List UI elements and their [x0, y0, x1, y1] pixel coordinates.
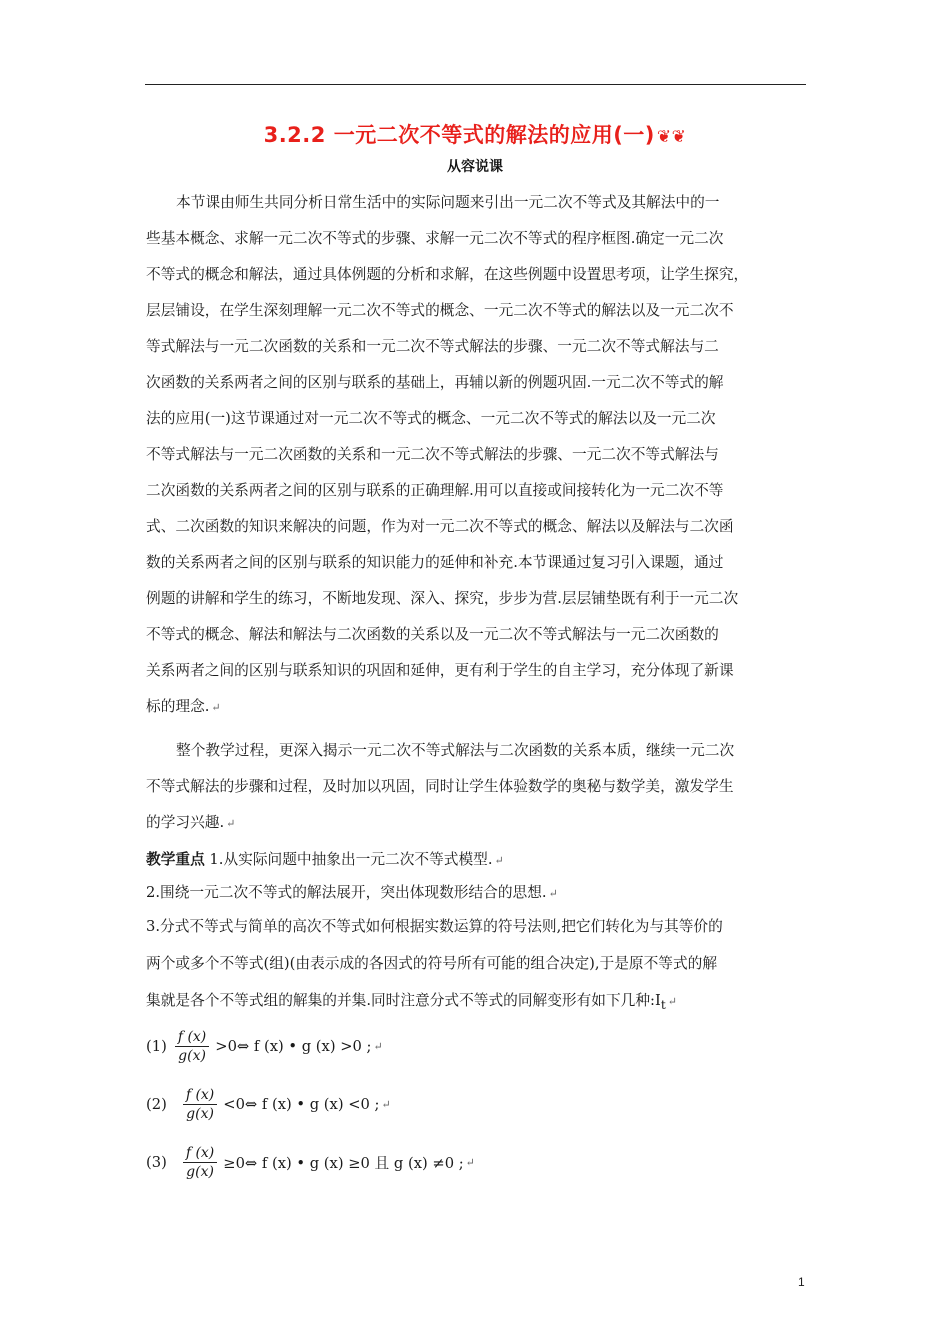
- focus-item-3-line: 集就是各个不等式组的解集的并集.同时注意分式不等式的同解变形有如下几种$:I_t$ ↵: [146, 992, 677, 1012]
- section-subtitle: 从容说课: [447, 159, 503, 175]
- formula-3: [146, 1140, 475, 1184]
- paragraph-mark-icon: ↵: [226, 817, 236, 830]
- numerator: f (x): [185, 1086, 215, 1103]
- formula-2: [146, 1082, 391, 1126]
- paragraph-line: 不等式的概念、解法和解法与二次函数的关系以及一元二次不等式解法与一元二次函数的: [146, 626, 719, 643]
- paragraph-line: 的学习兴趣. ↵: [146, 814, 236, 831]
- numerator: f (x): [177, 1028, 207, 1045]
- paragraph-line: 关系两者之间的区别与联系知识的巩固和延伸，更有利于学生的自主学习，充分体现了新课: [146, 662, 734, 679]
- ornament-icon: ❦❦: [656, 127, 687, 147]
- paragraph-line: 数的关系两者之间的区别与联系的知识能力的延伸和补充.本节课通过复习引入课题，通过: [146, 554, 724, 571]
- paragraph-line: 二次函数的关系两者之间的区别与联系的正确理解.用可以直接或间接转化为一元二次不等: [146, 482, 724, 499]
- paragraph-line: 本节课由师生共同分析日常生活中的实际问题来引出一元二次不等式及其解法中的一: [176, 194, 720, 211]
- focus-label: 教学重点: [146, 851, 205, 868]
- fraction: [183, 1086, 217, 1123]
- paragraph-line: 次函数的关系两者之间的区别与联系的基础上，再辅以新的例题巩固.一元二次不等式的解: [146, 374, 724, 391]
- paragraph-line: 不等式解法的步骤和过程，及时加以巩固，同时让学生体验数学的奥秘与数学美，激发学生: [146, 778, 734, 795]
- focus-item-1: 教学重点 1.从实际问题中抽象出一元二次不等式模型. ↵: [146, 851, 504, 868]
- focus-item-3-line: 两个或多个不等式(组)(由表示成的各因式的符号所有可能的组合决定),于是原不等式的解: [146, 955, 718, 972]
- paragraph-mark-icon: ↵: [548, 887, 558, 900]
- header-rule: [145, 84, 806, 85]
- paragraph-mark-icon: ↵: [465, 1155, 475, 1169]
- paragraph-line: 法的应用(一)这节课通过对一元二次不等式的概念、一元二次不等式的解法以及一元二次: [146, 410, 716, 427]
- denominator: g(x): [186, 1105, 214, 1122]
- paragraph-line: 标的理念. ↵: [146, 698, 221, 715]
- focus-tail: I: [655, 992, 661, 1009]
- paragraph-mark-icon: ↵: [211, 701, 221, 714]
- paragraph-mark-icon: ↵: [667, 995, 677, 1008]
- numerator: f (x): [185, 1144, 215, 1161]
- paragraph-line: 不等式的概念和解法，通过具体例题的分析和求解，在这些例题中设置思考项，让学生探究，: [146, 266, 749, 283]
- paragraph-mark-icon: ↵: [373, 1039, 383, 1053]
- formula-label: (2): [146, 1095, 167, 1113]
- title-text: 3.2.2 一元二次不等式的解法的应用(一): [263, 123, 655, 147]
- document-title: [0, 119, 950, 149]
- formula-rhs: <0⇔ f (x) • g (x) <0 ;: [223, 1095, 380, 1113]
- formula-label: (3): [146, 1153, 167, 1171]
- formula-1: [146, 1024, 383, 1068]
- paragraph-mark-icon: ↵: [381, 1097, 391, 1111]
- page-number: 1: [798, 1275, 805, 1289]
- paragraph-line: 整个教学过程，更深入揭示一元二次不等式解法与二次函数的关系本质，继续一元二次: [176, 742, 735, 759]
- paragraph-line: 不等式解法与一元二次函数的关系和一元二次不等式解法的步骤、一元二次不等式解法与: [146, 446, 719, 463]
- denominator: g(x): [178, 1047, 206, 1064]
- paragraph-line: 等式解法与一元二次函数的关系和一元二次不等式解法的步骤、一元二次不等式解法与二: [146, 338, 719, 355]
- focus-item-3-line: 3.分式不等式与简单的高次不等式如何根据实数运算的符号法则,把它们转化为与其等价的: [146, 918, 723, 935]
- fraction: [175, 1028, 209, 1065]
- paragraph-line: 层层铺设，在学生深刻理解一元二次不等式的概念、一元二次不等式的解法以及一元二次不: [146, 302, 734, 319]
- formula-label: (1): [146, 1037, 167, 1055]
- denominator: g(x): [186, 1163, 214, 1180]
- paragraph-line: 式、二次函数的知识来解决的问题，作为对一元二次不等式的概念、解法以及解法与二次函: [146, 518, 734, 535]
- focus-tail-sub: t: [660, 997, 666, 1012]
- formula-rhs: ≥0⇔ f (x) • g (x) ≥0 且 g (x) ≠0 ;: [223, 1154, 464, 1172]
- paragraph-line: 些基本概念、求解一元二次不等式的步骤、求解一元二次不等式的程序框图.确定一元二次: [146, 230, 724, 247]
- paragraph-mark-icon: ↵: [494, 854, 504, 867]
- focus-item-2: 2.围绕一元二次不等式的解法展开，突出体现数形结合的思想. ↵: [146, 884, 558, 901]
- paragraph-line: 例题的讲解和学生的练习，不断地发现、深入、探究，步步为营.层层铺垫既有利于一元二次: [146, 590, 739, 607]
- fraction: [183, 1144, 217, 1181]
- formula-rhs: >0⇔ f (x) • g (x) >0 ;: [215, 1037, 372, 1055]
